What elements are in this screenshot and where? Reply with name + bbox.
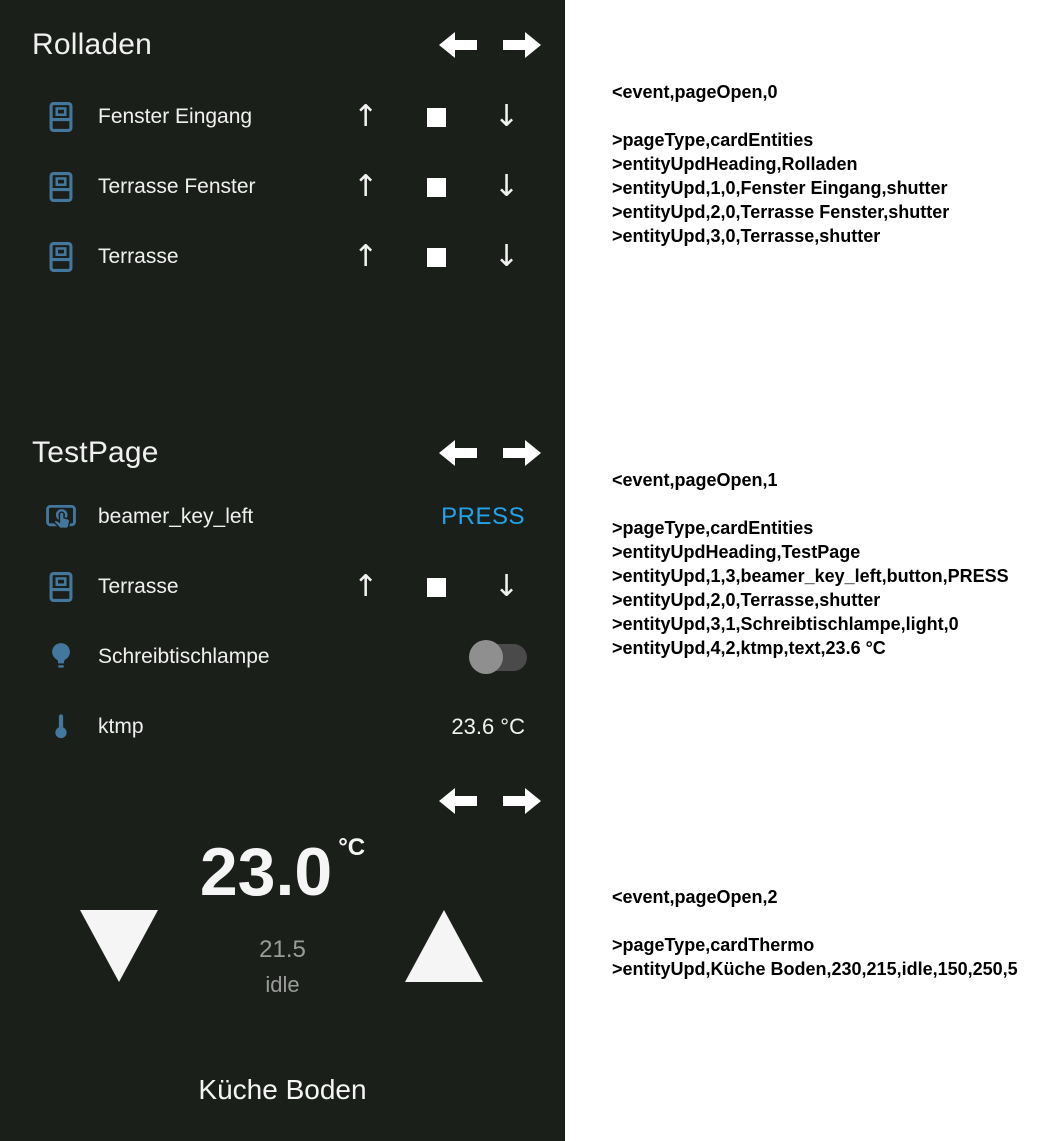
entity-row-beamer-key-left — [0, 482, 565, 552]
log-line: >pageType,cardEntities — [612, 518, 814, 538]
shutter-down-button[interactable]: ↓ — [493, 239, 519, 274]
log-gap — [612, 909, 1042, 933]
entity-label: Terrasse Fenster — [98, 175, 256, 198]
nav-prev-button[interactable] — [437, 30, 477, 60]
page-navigation — [437, 30, 543, 60]
temperature-unit: °C — [338, 834, 366, 861]
nav-prev-button[interactable] — [437, 438, 477, 468]
entity-list — [0, 82, 565, 292]
arrow-right-icon — [503, 438, 543, 468]
entity-row-ktmp — [0, 692, 565, 762]
shutter-up-button[interactable]: ↑ — [353, 239, 379, 274]
log-gap — [612, 492, 1042, 516]
shutter-down-button[interactable]: ↓ — [493, 569, 519, 604]
shutter-up-button[interactable]: ↑ — [353, 569, 379, 604]
entity-label: beamer_key_left — [98, 505, 254, 528]
shutter-stop-button[interactable] — [427, 178, 446, 197]
page-navigation — [437, 786, 543, 816]
window-shutter-icon — [44, 170, 78, 204]
window-shutter-icon — [44, 570, 78, 604]
nav-prev-button[interactable] — [437, 786, 477, 816]
arrow-right-icon — [503, 30, 543, 60]
entity-label: Fenster Eingang — [98, 105, 253, 128]
page-title: Rolladen — [32, 28, 153, 61]
arrow-left-icon — [437, 786, 477, 816]
serial-log-column — [565, 0, 1045, 1141]
press-button[interactable]: PRESS — [441, 503, 525, 530]
card-thermostat — [0, 768, 565, 1141]
log-line: <event,pageOpen,2 — [612, 887, 778, 907]
sensor-value: 23.6 °C — [451, 714, 525, 739]
serial-log-block-page1 — [612, 468, 1042, 660]
shutter-controls — [353, 169, 519, 204]
entity-row-fenster-eingang — [0, 82, 565, 152]
arrow-left-icon — [437, 438, 477, 468]
shutter-stop-button[interactable] — [427, 578, 446, 597]
shutter-controls — [353, 99, 519, 134]
log-line: >entityUpd,3,1,Schreibtischlampe,light,0 — [612, 614, 959, 634]
log-line: <event,pageOpen,1 — [612, 470, 778, 490]
serial-log-block-page2 — [612, 885, 1042, 981]
nav-next-button[interactable] — [503, 786, 543, 816]
shutter-stop-button[interactable] — [427, 248, 446, 267]
entity-row-schreibtischlampe — [0, 622, 565, 692]
log-line: >entityUpd,2,0,Terrasse Fenster,shutter — [612, 202, 950, 222]
hvac-state: idle — [265, 972, 300, 997]
card-header — [0, 408, 565, 470]
page-title: TestPage — [32, 436, 159, 469]
shutter-down-button[interactable]: ↓ — [493, 169, 519, 204]
log-line: >entityUpd,3,0,Terrasse,shutter — [612, 226, 881, 246]
log-line: >entityUpd,1,3,beamer_key_left,button,PRESS — [612, 566, 1009, 586]
serial-log-block-page0 — [612, 80, 1042, 248]
log-line: >entityUpdHeading,Rolladen — [612, 154, 858, 174]
target-temperature-display — [0, 834, 565, 910]
shutter-controls — [353, 239, 519, 274]
window-shutter-icon — [44, 240, 78, 274]
nav-next-button[interactable] — [503, 438, 543, 468]
entity-label: ktmp — [98, 715, 144, 738]
entity-list — [0, 482, 565, 762]
shutter-up-button[interactable]: ↑ — [353, 169, 379, 204]
current-temperature-value: 21.5 — [259, 936, 306, 963]
shutter-stop-button[interactable] — [427, 108, 446, 127]
entity-row-terrasse — [0, 222, 565, 292]
thermostat-title: Küche Boden — [198, 1074, 367, 1105]
target-temperature-value: 23.0 — [199, 834, 333, 910]
page-navigation — [437, 438, 543, 468]
entity-label: Terrasse — [98, 575, 179, 598]
log-line: >entityUpdHeading,TestPage — [612, 542, 861, 562]
shutter-down-button[interactable]: ↓ — [493, 99, 519, 134]
card-header — [0, 0, 565, 62]
entity-label: Schreibtischlampe — [98, 645, 270, 668]
nav-next-button[interactable] — [503, 30, 543, 60]
light-toggle-switch[interactable] — [469, 639, 527, 675]
entity-row-terrasse — [0, 552, 565, 622]
window-shutter-icon — [44, 100, 78, 134]
card-rolladen — [0, 0, 565, 408]
log-gap — [612, 104, 1042, 128]
log-line: >pageType,cardThermo — [612, 935, 815, 955]
log-line: >pageType,cardEntities — [612, 130, 814, 150]
gesture-tap-button-icon — [44, 500, 78, 534]
log-line: >entityUpd,4,2,ktmp,text,23.6 °C — [612, 638, 886, 658]
entity-label: Terrasse — [98, 245, 179, 268]
shutter-up-button[interactable]: ↑ — [353, 99, 379, 134]
log-line: <event,pageOpen,0 — [612, 82, 778, 102]
arrow-left-icon — [437, 30, 477, 60]
log-line: >entityUpd,Küche Boden,230,215,idle,150,250,5 — [612, 959, 1018, 979]
entity-row-terrasse-fenster — [0, 152, 565, 222]
arrow-right-icon — [503, 786, 543, 816]
thermometer-icon — [44, 710, 78, 744]
log-line: >entityUpd,2,0,Terrasse,shutter — [612, 590, 881, 610]
card-testpage — [0, 408, 565, 768]
log-line: >entityUpd,1,0,Fenster Eingang,shutter — [612, 178, 948, 198]
lightbulb-icon — [44, 640, 78, 674]
shutter-controls — [353, 569, 519, 604]
toggle-knob — [469, 640, 503, 674]
